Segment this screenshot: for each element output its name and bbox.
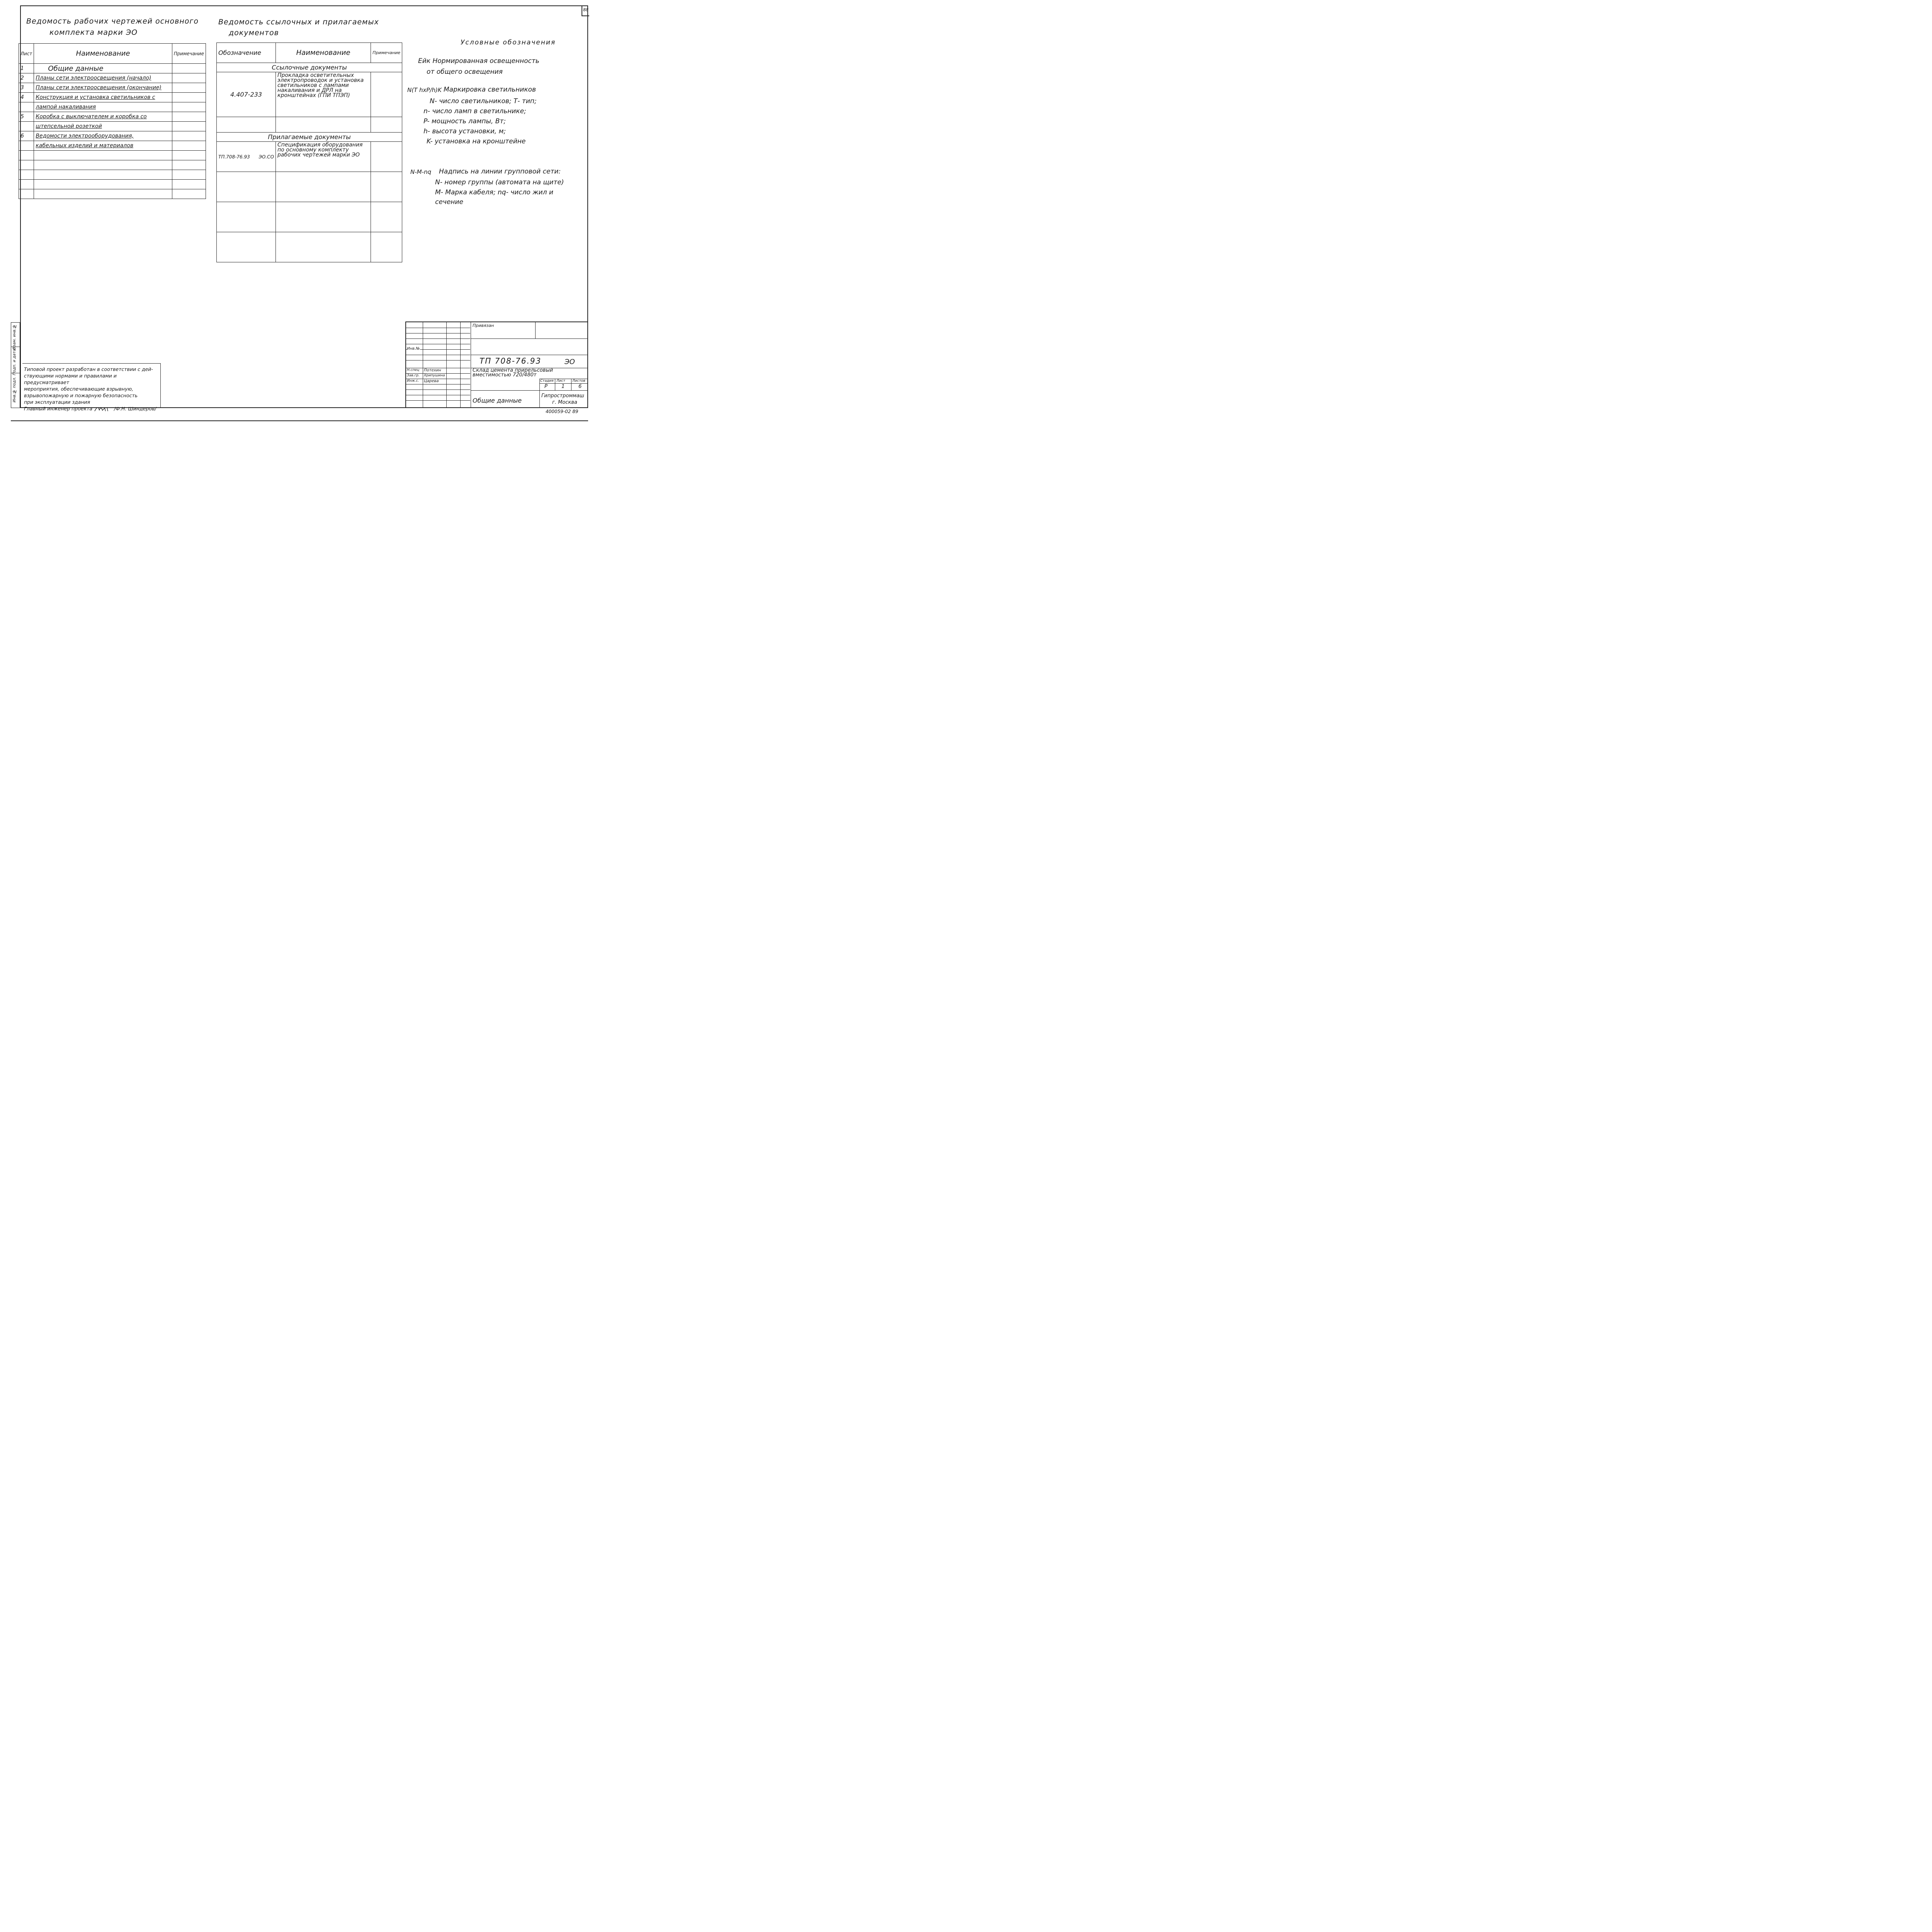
att-designation: ТП.708-76.93 ЭО.СО — [217, 142, 276, 172]
legend-line6: P- мощность лампы, Вт; — [423, 117, 506, 125]
table-row — [19, 151, 206, 160]
header-name: Наименование — [276, 43, 371, 63]
document-code: ТП 708-76.93 — [480, 356, 542, 366]
person-role-1: Н.спец — [407, 368, 420, 372]
signature-image — [94, 406, 112, 413]
table-row: лампой накаливания — [19, 102, 206, 112]
revision-grid — [406, 322, 471, 408]
ref-name: Прокладка осветительных электропроводок и установка светильников с лампами накаливания и ДРЛ на кронштейнах (ГПИ ТПЭП) — [276, 72, 371, 117]
stage-value: Р — [544, 384, 548, 389]
note-line5: при эксплуатации здания — [24, 399, 90, 405]
legend-line10: N- номер группы (автомата на щите) — [435, 179, 564, 186]
note-line3: мероприятия, обеспечивающие взрывную, — [24, 386, 133, 392]
section-attached: Прилагаемые документы — [217, 133, 402, 142]
left-title-line1: Ведомость рабочих чертежей основного — [26, 17, 199, 26]
drawings-list-table — [19, 43, 206, 199]
note-line2: ствующими нормами и правилами и предусматривает — [24, 373, 117, 385]
bottom-code: 400059-02 89 — [546, 409, 578, 414]
legend-line7: h- высота установки, м; — [423, 128, 506, 135]
legend-line9-text: Надпись на линии групповой сети: — [439, 168, 561, 175]
ref-designation: 4.407-233 — [217, 72, 276, 117]
legend-title: Условные обозначения — [461, 39, 556, 46]
document-mark: ЭО — [565, 358, 575, 366]
legend-line9-code: N-M-nq — [410, 168, 432, 175]
note-chief-engineer-name: /Ф.Н. Шиндеров/ — [114, 406, 156, 412]
table-row — [19, 170, 206, 180]
header-sheet: Лист — [19, 44, 34, 64]
person-role-3: Инж.с. — [407, 379, 419, 383]
doc-name: Общие данные — [473, 397, 522, 404]
sheets-value: 6 — [578, 384, 582, 389]
side-strip — [11, 322, 20, 408]
legend-line5: n- число ламп в светильнике; — [423, 107, 526, 115]
sheet-label: Лист — [556, 379, 565, 383]
project-name: Склад цемента прирельсовый вместимостью 720/480т — [473, 367, 553, 378]
table-row: кабельных изделий и материалов — [19, 141, 206, 151]
note-line4: взрывопожарную и пожарную безопасность — [24, 393, 138, 398]
middle-title-line1: Ведомость ссылочных и прилагаемых — [218, 18, 379, 26]
inv-label: Инв.№ — [407, 347, 420, 351]
side-label-replace: Взам. инв.№ — [12, 324, 17, 350]
legend-line3-text: Маркировка светильников — [444, 86, 536, 94]
att-name: Спецификация оборудования по основному комплекту рабочих чертежей марки ЭО — [276, 142, 371, 172]
left-title-line2: комплекта марки ЭО — [49, 28, 138, 37]
person-name-2: Хрипушина — [424, 374, 445, 378]
legend-line11: M- Марка кабеля; nq- число жил и — [435, 189, 553, 196]
table-row: 4 Конструкция и установка светильников с — [19, 93, 206, 102]
table-row — [19, 180, 206, 189]
org-line1: Гипростроммаш — [541, 393, 584, 399]
org-line2: г. Москва — [552, 400, 577, 405]
person-name-1: Потехин — [424, 368, 441, 372]
side-label-sign: Подп. и дата — [12, 349, 17, 376]
note-box — [22, 363, 161, 412]
legend-line1: Ейк Нормированная освещенность — [418, 57, 539, 65]
stage-label: Стадия — [540, 379, 554, 383]
table-row — [19, 160, 206, 170]
table-row: 6 Ведомости электрооборудования, — [19, 131, 206, 141]
title-block — [405, 321, 588, 408]
legend-line8: K- установка на кронштейне — [427, 138, 526, 145]
table-row: 1 Общие данные — [19, 64, 206, 73]
person-role-2: Зав.гр. — [407, 374, 420, 378]
legend-line12: сечение — [435, 198, 463, 206]
note-chief-engineer-label: Главный инженер проекта — [24, 406, 93, 412]
sheet-number: 88 — [582, 5, 589, 16]
table-row: 5 Коробка с выключателем и коробка со — [19, 112, 206, 122]
person-name-3: Царева — [424, 379, 439, 383]
section-referenced: Ссылочные документы — [217, 63, 402, 72]
table-row — [19, 189, 206, 199]
table-row: 3 Планы сети электроосвещения (окончание) — [19, 83, 206, 93]
side-label-inv: Инв.№ подл. — [12, 377, 17, 403]
table-row: 2 Планы сети электроосвещения (начало) — [19, 73, 206, 83]
legend-line3-formula: N(T hxP/h)K — [407, 87, 442, 94]
middle-title-line2: документов — [229, 29, 279, 37]
bottom-rule — [11, 420, 588, 421]
legend-line4: N- число светильников; Т- тип; — [430, 97, 537, 105]
references-table — [216, 43, 402, 262]
sheet-value: 1 — [561, 384, 565, 389]
header-designation: Обозначение — [217, 43, 276, 63]
table-row: штепсельной розеткой — [19, 122, 206, 131]
header-name: Наименование — [34, 44, 172, 64]
note-line1: Типовой проект разработан в соответствии с дей- — [24, 366, 153, 372]
header-note: Примечание — [172, 44, 206, 64]
sheets-label: Листов — [572, 379, 585, 383]
header-note: Примечание — [371, 43, 402, 63]
legend-line2: от общего освещения — [427, 68, 503, 76]
privyazan-label: Привязан — [473, 323, 494, 328]
